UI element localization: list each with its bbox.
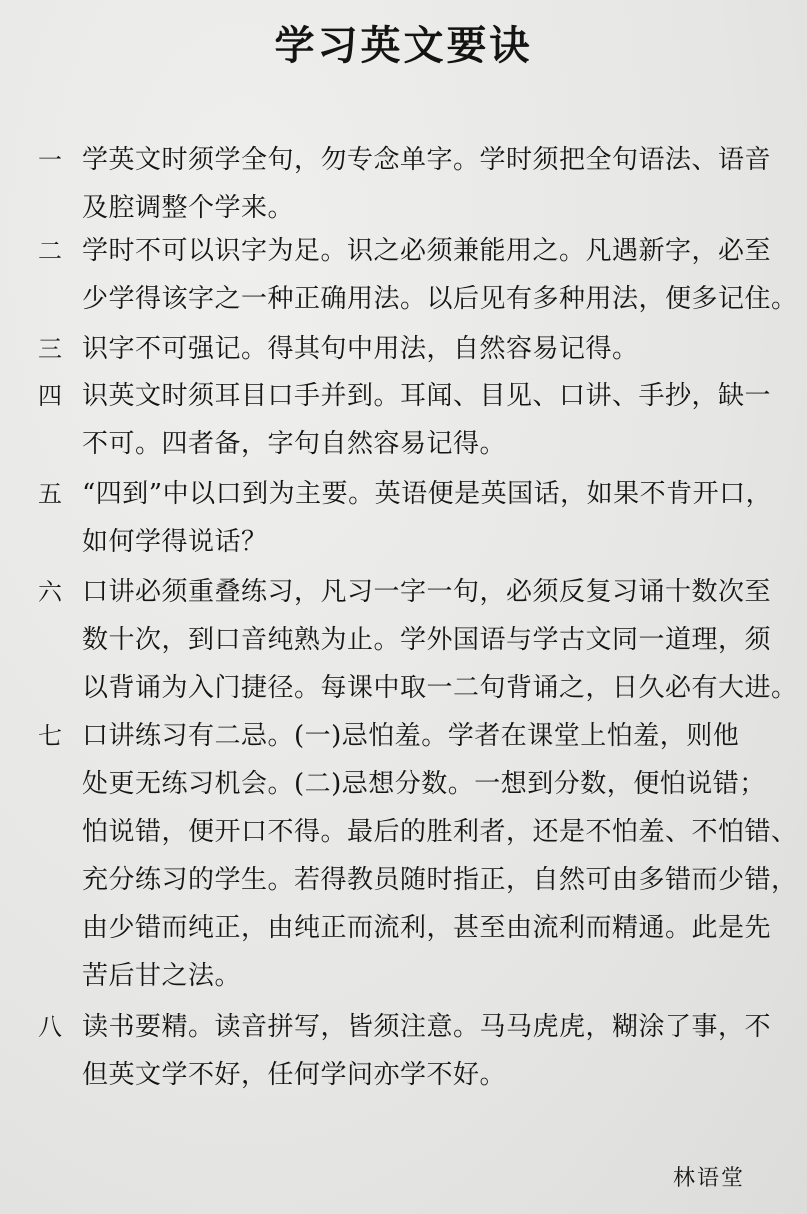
rule-line: 但英文学不好，任何学问亦学不好。 xyxy=(82,1060,507,1090)
rule-line: 识英文时须耳目口手并到。耳闻、目见、口讲、手抄，缺一 xyxy=(82,381,772,411)
rule-line: 及腔调整个学来。 xyxy=(82,193,295,223)
rule-line: 口讲练习有二忌。(一)忌怕羞。学者在课堂上怕羞，则他 xyxy=(82,721,740,751)
rule-line: 由少错而纯正，由纯正而流利，甚至由流利而精通。此是先 xyxy=(82,913,772,943)
rule-line: 不可。四者备，字句自然容易记得。 xyxy=(82,429,507,459)
rule-line: 识字不可强记。得其句中用法，自然容易记得。 xyxy=(82,334,639,364)
rule-line: 苦后甘之法。 xyxy=(82,961,242,991)
rule-line: 怕说错，便开口不得。最后的胜利者，还是不怕羞、不怕错、 xyxy=(82,817,798,847)
rule-text xyxy=(82,470,784,566)
rule-line: 读书要精。读音拼写，皆须注意。马马虎虎，糊涂了事，不 xyxy=(82,1012,772,1042)
rule-number: 七 xyxy=(38,722,62,750)
rule-text xyxy=(82,227,798,323)
rule-line: 如何学得说话？ xyxy=(82,527,268,557)
rule-text xyxy=(82,712,798,1000)
rule-line: 少学得该字之一种正确用法。以后见有多种用法，便多记住。 xyxy=(82,284,798,314)
rule-number: 三 xyxy=(38,335,62,363)
rule-line: 以背诵为入门捷径。每课中取一二句背诵之，日久必有大进。 xyxy=(82,673,798,703)
rule-number: 一 xyxy=(38,146,62,174)
rule-number: 四 xyxy=(38,382,62,410)
rule-line: 学英文时须学全句，勿专念单字。学时须把全句语法、语音 xyxy=(82,145,772,175)
rule-number: 六 xyxy=(38,578,62,606)
rule-text xyxy=(82,372,784,468)
rule-text xyxy=(82,1003,784,1099)
rule-line: 充分练习的学生。若得教员随时指正，自然可由多错而少错， xyxy=(82,865,798,895)
page-title: 学习英文要诀 xyxy=(274,22,533,69)
rule-text xyxy=(82,568,798,712)
author-signature: 林语堂 xyxy=(672,1166,745,1191)
rule-text xyxy=(82,136,784,232)
rule-number: 五 xyxy=(38,480,62,508)
rule-line: 学时不可以识字为足。识之必须兼能用之。凡遇新字，必至 xyxy=(82,236,772,266)
rule-line: 数十次，到口音纯熟为止。学外国语与学古文同一道理，须 xyxy=(82,625,772,655)
rule-line: 口讲必须重叠练习，凡习一字一句，必须反复习诵十数次至 xyxy=(82,577,772,607)
rule-number: 二 xyxy=(38,237,62,265)
rule-line: 处更无练习机会。(二)忌想分数。一想到分数，便怕说错； xyxy=(82,769,766,799)
rule-number: 八 xyxy=(38,1013,62,1041)
rule-line: “四到”中以口到为主要。英语便是英国话，如果不肯开口， xyxy=(82,479,773,509)
rule-text xyxy=(82,325,784,373)
